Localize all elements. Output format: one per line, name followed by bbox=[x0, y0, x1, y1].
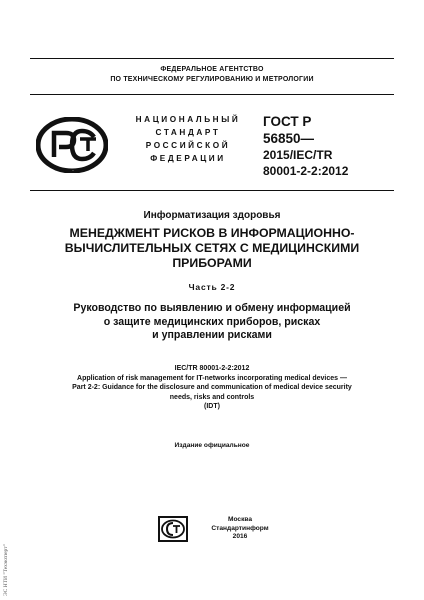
designation-line1: ГОСТ Р bbox=[263, 114, 312, 129]
main-title-line: ПРИБОРАМИ bbox=[172, 256, 252, 270]
national-standard-line: СТАНДАРТ bbox=[155, 128, 221, 137]
standard-designation bbox=[263, 113, 383, 179]
edition-label: Издание официальное bbox=[174, 442, 250, 449]
iec-reference bbox=[30, 364, 394, 412]
publisher-city: Москва bbox=[227, 516, 253, 523]
publisher-block bbox=[200, 516, 280, 542]
designation-line4: 80001-2-2:2012 bbox=[263, 164, 349, 178]
iec-line: Application of risk management for IT-networks incorporating medical devices — bbox=[77, 374, 347, 382]
subject-heading: Информатизация здоровья bbox=[143, 210, 281, 221]
agency-name-line2: ПО ТЕХНИЧЕСКОМУ РЕГУЛИРОВАНИЮ И МЕТРОЛОГИИ bbox=[110, 76, 314, 83]
vertical-watermark: ЭС НТИ "Техэксперт" bbox=[3, 544, 9, 596]
part-label: Часть 2-2 bbox=[188, 282, 236, 292]
middle-divider bbox=[30, 190, 394, 191]
main-title-line: ВЫЧИСЛИТЕЛЬНЫХ СЕТЯХ С МЕДИЦИНСКИМИ bbox=[64, 241, 360, 255]
iec-line: (IDT) bbox=[204, 403, 220, 410]
iec-line: needs, risks and controls bbox=[169, 393, 255, 401]
logo-text: РСТ bbox=[72, 171, 74, 172]
subtitle-line: и управлении рисками bbox=[152, 329, 272, 341]
agency-name-line1: ФЕДЕРАЛЬНОЕ АГЕНТСТВО bbox=[30, 58, 394, 73]
subtitle-line: Руководство по выявлению и обмену информацией bbox=[73, 302, 351, 314]
top-divider bbox=[30, 94, 394, 95]
designation-line3: 2015/IEC/TR bbox=[263, 148, 333, 162]
national-standard-block bbox=[133, 113, 243, 165]
main-title-line: МЕНЕДЖМЕНТ РИСКОВ В ИНФОРМАЦИОННО- bbox=[69, 226, 355, 240]
main-title bbox=[30, 226, 394, 271]
subtitle-line: о защите медицинских приборов, рисках bbox=[103, 315, 321, 328]
standartinform-logo-icon bbox=[158, 516, 188, 542]
national-standard-line: НАЦИОНАЛЬНЫЙ bbox=[135, 115, 241, 124]
iec-line: Part 2-2: Guidance for the disclosure and communication of medical device security bbox=[72, 384, 352, 391]
national-standard-line: ФЕДЕРАЦИИ bbox=[150, 154, 226, 163]
rst-emblem-icon bbox=[36, 117, 108, 173]
iec-line: IEC/TR 80001-2-2:2012 bbox=[174, 365, 250, 372]
publisher-name: Стандартинформ bbox=[211, 524, 269, 532]
subtitle bbox=[30, 302, 394, 343]
designation-line2: 56850— bbox=[263, 131, 315, 146]
national-standard-line: РОССИЙСКОЙ bbox=[145, 141, 231, 150]
publisher-year: 2016 bbox=[232, 533, 248, 540]
